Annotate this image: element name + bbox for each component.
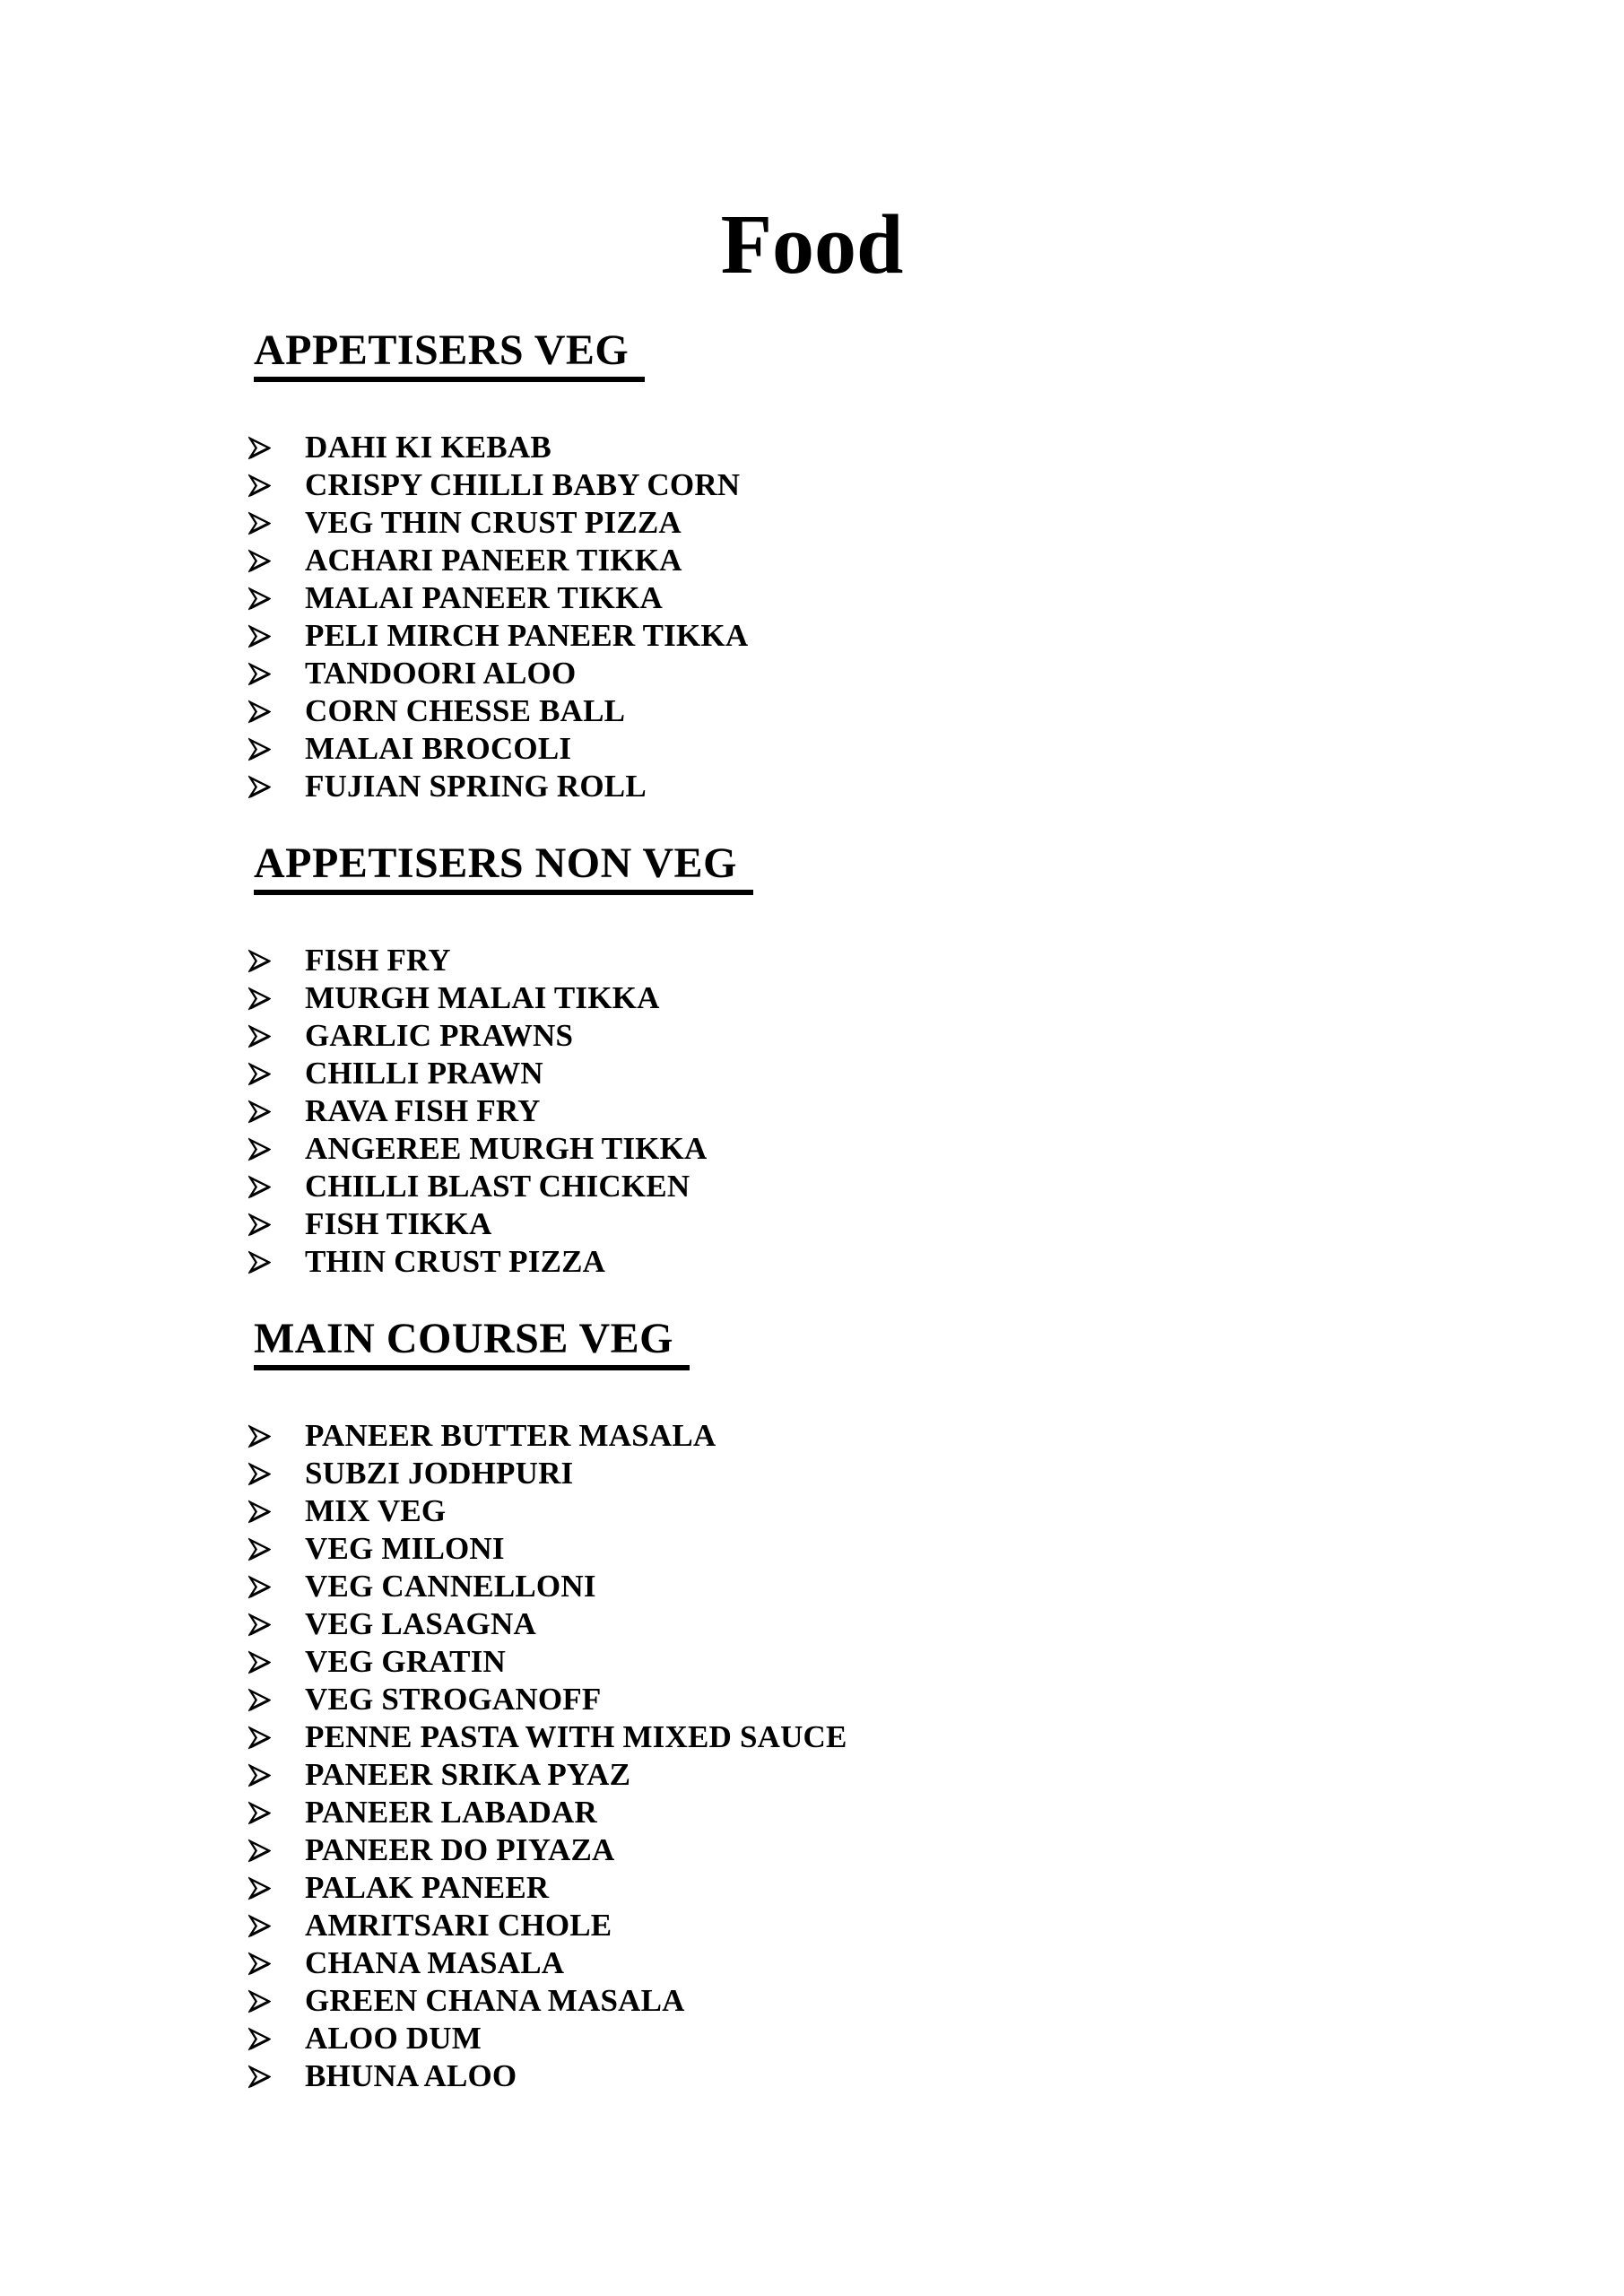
list-item: [248, 504, 1570, 542]
arrow-bullet-icon: [248, 1613, 271, 1637]
list-item: [248, 768, 1570, 805]
menu-item-label: ALOO DUM: [305, 2021, 482, 2056]
section-heading: [254, 838, 1570, 895]
menu-item-label: THIN CRUST PIZZA: [305, 1244, 606, 1279]
menu-item-label: RAVA FISH FRY: [305, 1093, 541, 1128]
arrow-bullet-icon: [248, 511, 271, 535]
list-item: [248, 730, 1570, 768]
menu-item-label: VEG MILONI: [305, 1531, 505, 1566]
menu-item-label: ANGEREE MURGH TIKKA: [305, 1131, 708, 1166]
arrow-bullet-icon: [248, 1062, 271, 1086]
list-item: [248, 617, 1570, 655]
list-item: [248, 429, 1570, 466]
menu-item-label: PENNE PASTA WITH MIXED SAUCE: [305, 1719, 847, 1754]
arrow-bullet-icon: [248, 624, 271, 648]
list-item: [248, 2020, 1570, 2057]
menu-item-label: FISH TIKKA: [305, 1206, 492, 1241]
arrow-bullet-icon: [248, 1726, 271, 1750]
menu-item-label: GREEN CHANA MASALA: [305, 1983, 685, 2018]
arrow-bullet-icon: [248, 1137, 271, 1161]
arrow-bullet-icon: [248, 737, 271, 761]
list-item: [248, 1092, 1570, 1130]
list-item: [248, 1168, 1570, 1205]
menu-item-label: VEG CANNELLONI: [305, 1569, 596, 1604]
list-item: [248, 542, 1570, 579]
arrow-bullet-icon: [248, 587, 271, 611]
menu-item-label: PELI MIRCH PANEER TIKKA: [305, 618, 749, 653]
arrow-bullet-icon: [248, 1801, 271, 1825]
arrow-bullet-icon: [248, 1952, 271, 1976]
arrow-bullet-icon: [248, 2065, 271, 2089]
menu-item-label: MALAI PANEER TIKKA: [305, 580, 664, 615]
list-item: [248, 1907, 1570, 1944]
menu-item-label: MALAI BROCOLI: [305, 731, 572, 766]
list-item: [248, 942, 1570, 979]
arrow-bullet-icon: [248, 1839, 271, 1863]
arrow-bullet-icon: [248, 2027, 271, 2051]
menu-item-label: FISH FRY: [305, 943, 451, 978]
list-item: [248, 1417, 1570, 1455]
list-item: [248, 1243, 1570, 1281]
list-item: [248, 1130, 1570, 1168]
menu-item-label: SUBZI JODHPURI: [305, 1456, 574, 1491]
arrow-bullet-icon: [248, 1100, 271, 1124]
list-item: [248, 1982, 1570, 2020]
arrow-bullet-icon: [248, 1213, 271, 1237]
arrow-bullet-icon: [248, 1876, 271, 1900]
menu-item-label: PANEER DO PIYAZA: [305, 1832, 615, 1867]
menu-section: [248, 325, 1570, 805]
arrow-bullet-icon: [248, 1914, 271, 1938]
arrow-bullet-icon: [248, 700, 271, 724]
arrow-bullet-icon: [248, 775, 271, 799]
arrow-bullet-icon: [248, 549, 271, 573]
arrow-bullet-icon: [248, 1537, 271, 1561]
arrow-bullet-icon: [248, 1175, 271, 1199]
menu-item-label: PANEER BUTTER MASALA: [305, 1418, 716, 1453]
list-item: [248, 692, 1570, 730]
arrow-bullet-icon: [248, 1763, 271, 1787]
section-heading-label: MAIN COURSE VEG: [254, 1313, 690, 1370]
menu-item-label: PALAK PANEER: [305, 1870, 550, 1905]
list-item: [248, 1643, 1570, 1681]
list-item: [248, 579, 1570, 617]
list-item: [248, 1944, 1570, 1982]
list-item: [248, 1530, 1570, 1568]
menu-content: [0, 325, 1624, 2095]
list-item: [248, 1718, 1570, 1756]
menu-section: [248, 838, 1570, 1281]
section-heading: [254, 325, 1570, 382]
list-item: [248, 655, 1570, 692]
list-item: [248, 2057, 1570, 2095]
list-item: [248, 1455, 1570, 1492]
arrow-bullet-icon: [248, 474, 271, 498]
arrow-bullet-icon: [248, 662, 271, 686]
arrow-bullet-icon: [248, 1688, 271, 1712]
list-item: [248, 1869, 1570, 1907]
list-item: [248, 466, 1570, 504]
menu-item-label: DAHI KI KEBAB: [305, 430, 551, 465]
menu-list: [248, 942, 1570, 1281]
arrow-bullet-icon: [248, 949, 271, 973]
section-heading-label: APPETISERS VEG: [254, 325, 645, 382]
arrow-bullet-icon: [248, 1462, 271, 1486]
arrow-bullet-icon: [248, 1024, 271, 1048]
list-item: [248, 1055, 1570, 1092]
menu-item-label: VEG LASAGNA: [305, 1606, 536, 1641]
arrow-bullet-icon: [248, 1989, 271, 2013]
section-heading-label: APPETISERS NON VEG: [254, 838, 753, 895]
menu-item-label: CRISPY CHILLI BABY CORN: [305, 467, 741, 502]
menu-item-label: MIX VEG: [305, 1493, 447, 1528]
menu-list: [248, 429, 1570, 805]
menu-item-label: GARLIC PRAWNS: [305, 1018, 574, 1053]
arrow-bullet-icon: [248, 987, 271, 1011]
page-title: Food: [720, 198, 904, 291]
arrow-bullet-icon: [248, 1250, 271, 1274]
list-item: [248, 1831, 1570, 1869]
list-item: [248, 1794, 1570, 1831]
list-item: [248, 1492, 1570, 1530]
list-item: [248, 979, 1570, 1017]
arrow-bullet-icon: [248, 1575, 271, 1599]
menu-item-label: CHILLI BLAST CHICKEN: [305, 1169, 690, 1204]
list-item: [248, 1681, 1570, 1718]
menu-item-label: TANDOORI ALOO: [305, 656, 577, 691]
arrow-bullet-icon: [248, 1500, 271, 1524]
arrow-bullet-icon: [248, 1650, 271, 1674]
list-item: [248, 1017, 1570, 1055]
menu-item-label: VEG GRATIN: [305, 1644, 507, 1679]
menu-list: [248, 1417, 1570, 2095]
menu-item-label: VEG THIN CRUST PIZZA: [305, 505, 682, 540]
menu-item-label: AMRITSARI CHOLE: [305, 1908, 612, 1943]
menu-item-label: PANEER LABADAR: [305, 1795, 597, 1830]
menu-item-label: CORN CHESSE BALL: [305, 693, 626, 728]
menu-item-label: VEG STROGANOFF: [305, 1682, 602, 1717]
menu-item-label: ACHARI PANEER TIKKA: [305, 543, 682, 578]
list-item: [248, 1568, 1570, 1605]
menu-item-label: PANEER SRIKA PYAZ: [305, 1757, 631, 1792]
menu-item-label: BHUNA ALOO: [305, 2058, 517, 2093]
section-heading: [254, 1313, 1570, 1370]
list-item: [248, 1756, 1570, 1794]
menu-item-label: FUJIAN SPRING ROLL: [305, 769, 647, 804]
list-item: [248, 1205, 1570, 1243]
list-item: [248, 1605, 1570, 1643]
menu-item-label: CHANA MASALA: [305, 1945, 565, 1980]
arrow-bullet-icon: [248, 436, 271, 460]
menu-item-label: CHILLI PRAWN: [305, 1056, 543, 1091]
menu-item-label: MURGH MALAI TIKKA: [305, 980, 660, 1015]
menu-section: [248, 1313, 1570, 2095]
arrow-bullet-icon: [248, 1424, 271, 1448]
menu-sections: [248, 325, 1570, 2095]
